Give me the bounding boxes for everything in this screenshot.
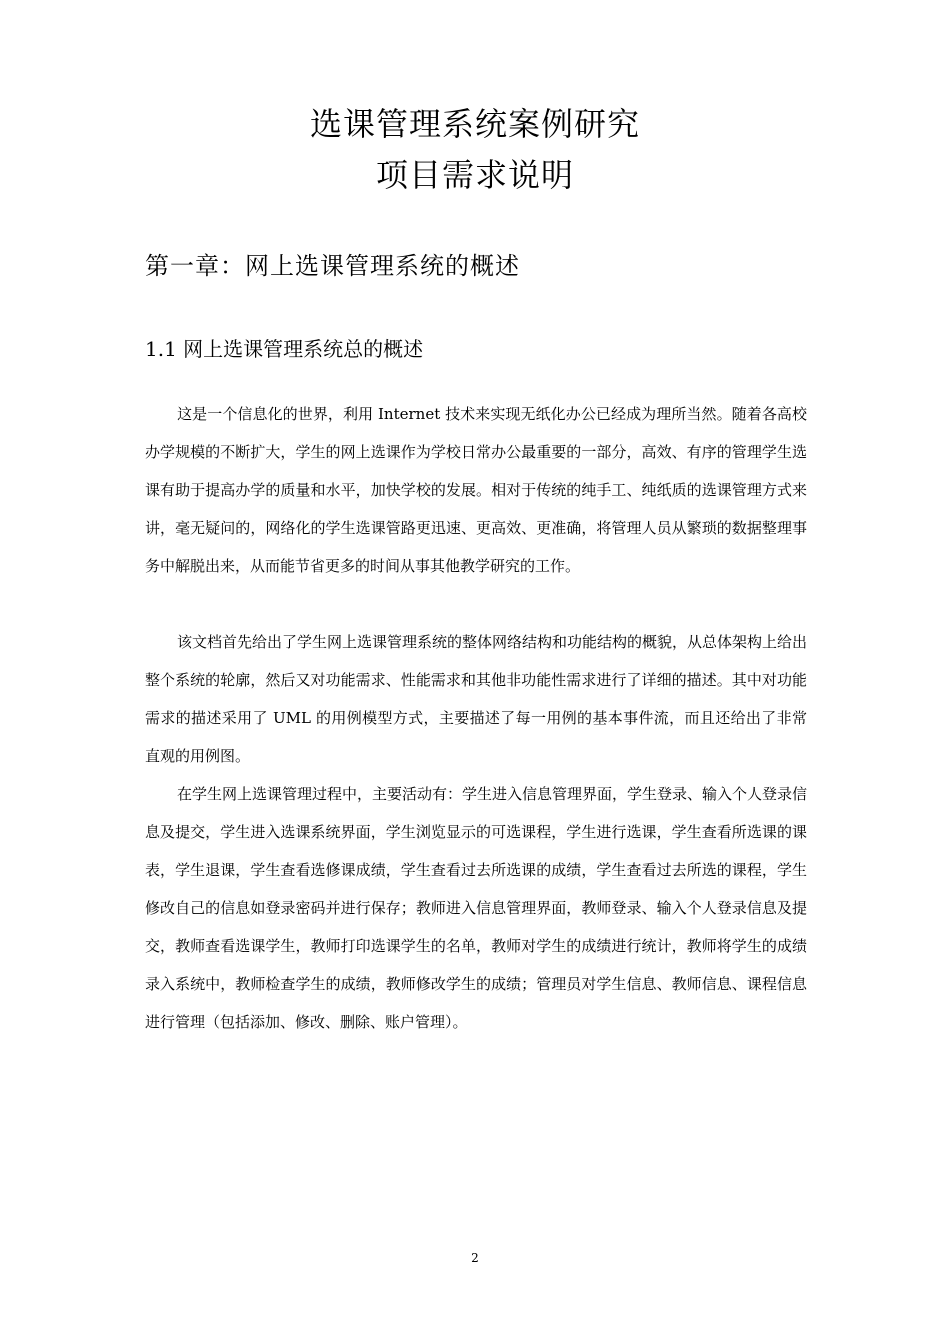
paragraph-text: 该文档首先给出了学生网上选课管理系统的整体网络结构和功能结构的概貌，从总体架构上给出整个系统的轮廓，然后又对功能需求、性能需求和其他非功能性需求进行了详细的描述。其中对功能需求的描述采用了 UML 的用例模型方式，主要描述了每一用例的基本事件流，而且还给出了非常直观的用例图。 — [145, 633, 808, 765]
page-number: 2 — [471, 1251, 479, 1265]
body-paragraph — [145, 395, 807, 585]
document-title: 选课管理系统案例研究 — [309, 105, 640, 143]
paragraph-text: 在学生网上选课管理过程中，主要活动有：学生进入信息管理界面，学生登录、输入个人登录信息及提交，学生进入选课系统界面，学生浏览显示的可选课程，学生进行选课，学生查看所选课的课表，学生退课，学生查看选修课成绩，学生查看过去所选课的成绩，学生查看过去所选的课程，学生修改自己的信息如登录密码并进行保存；教师进入信息管理界面，教师登录、输入个人登录信息及提交，教师查看选课学生，教师打印选课学生的名单，教师对学生的成绩进行统计，教师将学生的成绩录入系统中，教师检查学生的成绩，教师修改学生的成绩；管理员对学生信息、教师信息、课程信息进行管理（包括添加、修改、删除、账户管理）。 — [145, 785, 808, 1031]
paragraph-text: 这是一个信息化的世界，利用 Internet 技术来实现无纸化办公已经成为理所当然。随着各高校办学规模的不断扩大，学生的网上选课作为学校日常办公最重要的一部分，高效、有序的管理学生选课有助于提高办学的质量和水平，加快学校的发展。相对于传统的纯手工、纯纸质的选课管理方式来讲，毫无疑问的，网络化的学生选课管路更迅速、更高效、更准确，将管理人员从繁琐的数据整理事务中解脱出来，从而能节省更多的时间从事其他教学研究的工作。 — [145, 405, 807, 575]
body-paragraph — [145, 775, 807, 1041]
section-heading: 1.1 网上选课管理系统总的概述 — [145, 337, 424, 361]
body-paragraph — [145, 623, 807, 775]
document-subtitle: 项目需求说明 — [375, 156, 574, 194]
chapter-heading: 第一章：网上选课管理系统的概述 — [145, 252, 520, 280]
